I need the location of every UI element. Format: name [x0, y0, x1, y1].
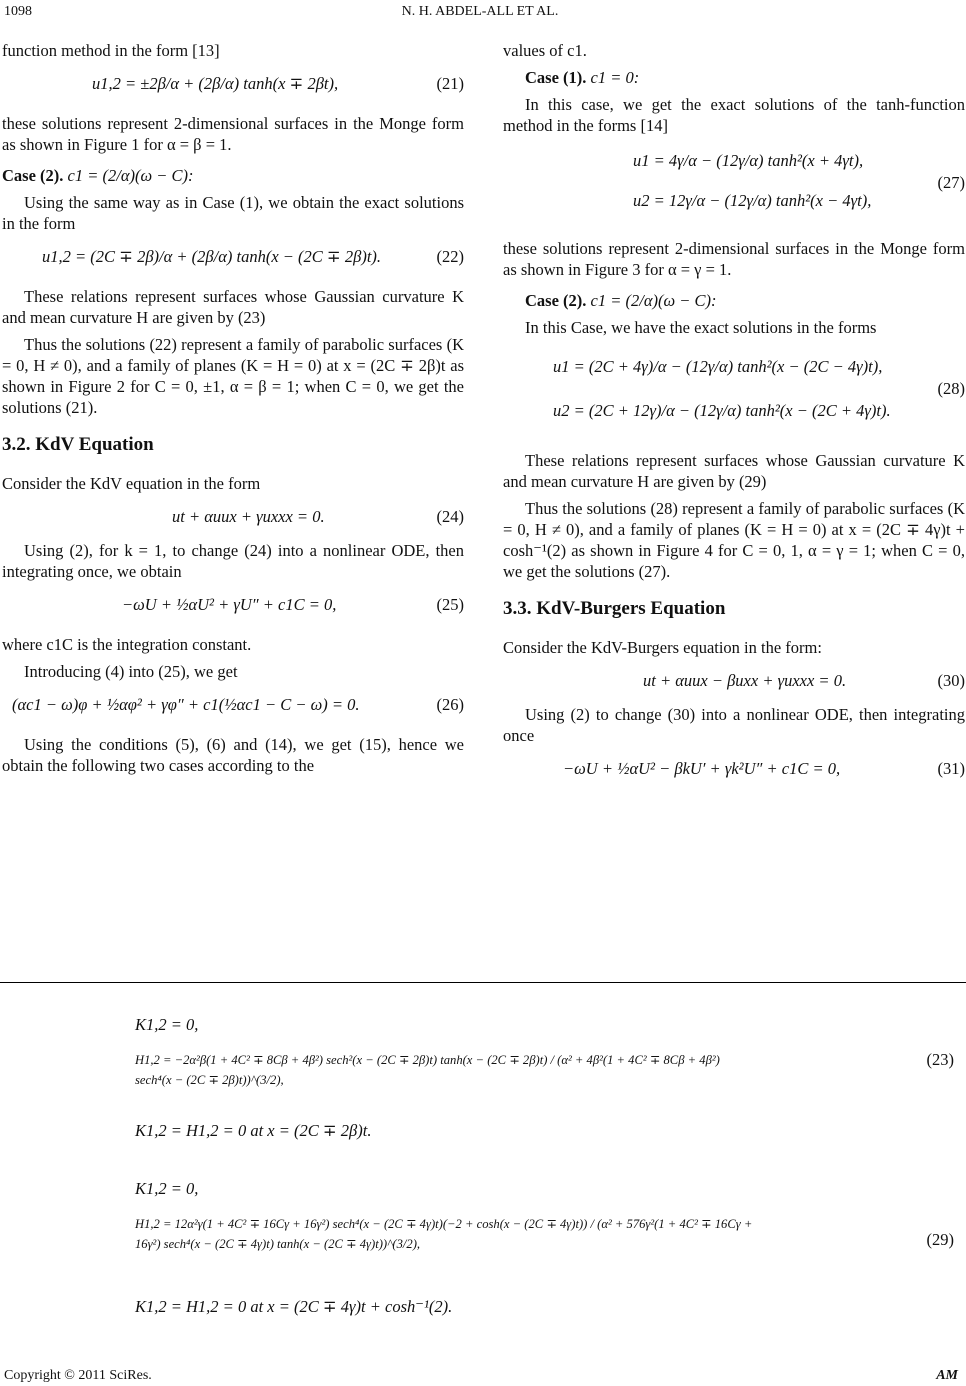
paragraph: In this case, we get the exact solutions of the tanh-function method in the forms [14]: [503, 95, 965, 135]
paragraph: function method in the form [13]: [2, 41, 220, 60]
paragraph: These relations represent surfaces whose Gaussian curvature K and mean curvature H are given by (29): [503, 451, 965, 491]
equation-30: [503, 664, 965, 694]
paragraph: where c1C is the integration constant.: [2, 635, 252, 654]
equation-26: [2, 688, 464, 724]
paragraph: Thus the solutions (28) represent a family of parabolic surfaces (K = 0, H ≠ 0), and a family of planes (K = H = 0) at x = (2C ∓ 4γ)t + cosh⁻¹(2) as shown in Figure 4 for C = 0, 1, α = γ = 1; when C = 0, we get the solutions (27).: [503, 499, 965, 581]
equation-25: [2, 588, 464, 624]
equation-24: [2, 500, 464, 530]
equation-text: u2 = (2C + 12γ)/α − (12γ/α) tanh²(x − (2C + 4γ)t).: [553, 401, 891, 420]
equation-23-line3: K1,2 = H1,2 = 0 at x = (2C ∓ 2β)t.: [135, 1121, 372, 1140]
equation-text: −ωU + ½αU² − βkU′ + γk²U″ + c1C = 0,: [563, 759, 841, 778]
equation-number: (23): [926, 1050, 954, 1069]
full-width-divider: [0, 982, 966, 983]
equation-23-line2: H1,2 = −2α²β(1 + 4C² ∓ 8Cβ + 4β²) sech²(x − (2C ∓ 2β)t) tanh(x − (2C ∓ 2β)t) / (α² + 4β²(1 + 4C² ∓ 8Cβ + 4β²) sech⁴(x − (2C ∓ 2β)t))^(3/2),: [135, 1053, 720, 1087]
paragraph: Thus the solutions (22) represent a family of parabolic surfaces (K = 0, H ≠ 0), and a family of planes (K = H = 0) at x = (2C ∓ 2β)t as shown in Figure 2 for C = 0, ±1, α = β = 1; when C = 0, we get the solutions (21).: [2, 335, 464, 417]
journal-abbrev: AM: [936, 1368, 958, 1383]
equation-number: (29): [926, 1230, 954, 1249]
case-label: Case (1).: [525, 68, 587, 87]
equation-29-line3: K1,2 = H1,2 = 0 at x = (2C ∓ 4γ)t + cosh⁻¹(2).: [135, 1297, 453, 1316]
equation-27: [503, 142, 965, 228]
equation-number: (21): [436, 74, 464, 93]
case-label: Case (2).: [525, 291, 587, 310]
running-header: N. H. ABDEL-ALL ET AL.: [401, 4, 559, 19]
case-heading: [503, 290, 965, 311]
section-heading: 3.3. KdV-Burgers Equation: [503, 598, 726, 619]
equation-28: [503, 344, 965, 440]
equation-31: [503, 752, 965, 788]
case-condition: c1 = (2/α)(ω − C):: [590, 291, 717, 310]
paragraph: Using (2) to change (30) into a nonlinear ODE, then integrating once: [503, 705, 965, 745]
equation-number: (25): [436, 595, 464, 614]
case-condition: c1 = (2/α)(ω − C):: [67, 166, 194, 185]
equation-number: (27): [937, 173, 965, 192]
paragraph: Using (2), for k = 1, to change (24) into a nonlinear ODE, then integrating once, we obtain: [2, 541, 464, 581]
case-label: Case (2).: [2, 166, 64, 185]
equation-text: −ωU + ½αU² + γU″ + c1C = 0,: [122, 595, 337, 614]
equation-number: (31): [937, 759, 965, 778]
equation-text: ut + αuux − βuxx + γuxxx = 0.: [643, 671, 847, 690]
equation-29-line1: K1,2 = 0,: [135, 1179, 199, 1198]
paragraph: values of c1.: [503, 41, 587, 60]
equation-23-line1: K1,2 = 0,: [135, 1015, 199, 1034]
page-number: 1098: [4, 4, 32, 19]
equation-text: (αc1 − ω)φ + ½αφ² + γφ″ + c1(½αc1 − C − ω) = 0.: [12, 695, 360, 714]
copyright: Copyright © 2011 SciRes.: [4, 1368, 152, 1383]
equation-text: u1 = 4γ/α − (12γ/α) tanh²(x + 4γt),: [633, 151, 864, 170]
paragraph: In this Case, we have the exact solutions in the forms: [525, 318, 877, 337]
equation-text: u1,2 = (2C ∓ 2β)/α + (2β/α) tanh(x − (2C ∓ 2β)t).: [42, 247, 382, 266]
equation-29-line2: H1,2 = 12α²γ(1 + 4C² ∓ 16Cγ + 16γ²) sech⁴(x − (2C ∓ 4γ)t)(−2 + cosh(x − (2C ∓ 4γ)t)) / (α² + 576γ²(1 + 4C² ∓ 16Cγ + 16γ²) sech⁴(x − (2C ∓ 4γ)t) tanh(x − (2C ∓ 4γ)t))^(3/2),: [135, 1217, 753, 1251]
left-column: [2, 40, 464, 782]
paragraph: Consider the KdV equation in the form: [2, 474, 261, 493]
equation-number: (30): [937, 671, 965, 690]
equation-number: (24): [436, 507, 464, 526]
case-heading: [503, 67, 965, 88]
equation-number: (22): [436, 247, 464, 266]
paragraph: Introducing (4) into (25), we get: [24, 662, 238, 681]
paragraph: Using the conditions (5), (6) and (14), we get (15), hence we obtain the following two cases according to the: [2, 735, 464, 775]
section-heading: 3.2. KdV Equation: [2, 434, 154, 455]
equation-text: u1 = (2C + 4γ)/α − (12γ/α) tanh²(x − (2C − 4γ)t),: [553, 357, 883, 376]
equation-text: u2 = 12γ/α − (12γ/α) tanh²(x − 4γt),: [633, 191, 872, 210]
equation-text: ut + αuux + γuxxx = 0.: [172, 507, 325, 526]
equation-21: [2, 67, 464, 103]
paragraph: These relations represent surfaces whose Gaussian curvature K and mean curvature H are given by (23): [2, 287, 464, 327]
right-column: [503, 40, 965, 798]
paragraph: Consider the KdV-Burgers equation in the form:: [503, 638, 822, 657]
equation-number: (26): [436, 695, 464, 714]
equation-number: (28): [937, 379, 965, 398]
paragraph: these solutions represent 2-dimensional surfaces in the Monge form as shown in Figure 1 for α = β = 1.: [2, 114, 464, 154]
case-condition: c1 = 0:: [590, 68, 640, 87]
paragraph: Using the same way as in Case (1), we obtain the exact solutions in the form: [2, 193, 464, 233]
equation-text: u1,2 = ±2β/α + (2β/α) tanh(x ∓ 2βt),: [92, 74, 339, 93]
paragraph: these solutions represent 2-dimensional surfaces in the Monge form as shown in Figure 3 for α = γ = 1.: [503, 239, 965, 279]
case-heading: [2, 165, 464, 186]
equation-22: [2, 240, 464, 276]
